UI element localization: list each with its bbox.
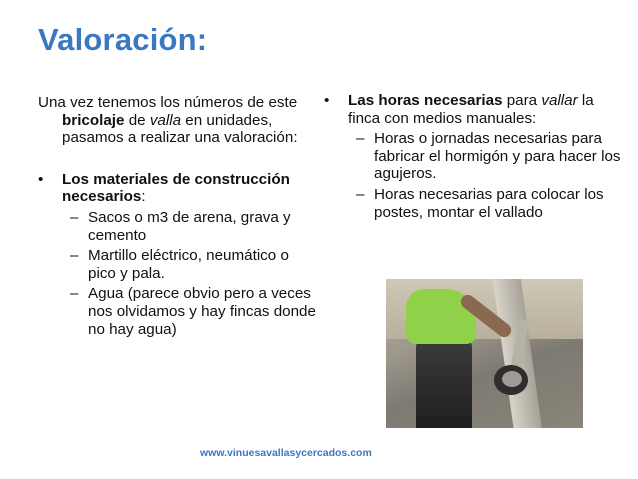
- photo-bucket-content: [502, 371, 522, 387]
- intro-bold-word: bricolaje: [62, 111, 125, 129]
- list-item: [348, 130, 624, 183]
- intro-text-end: en unidades, pasamos a realizar una valoración:: [62, 111, 298, 147]
- intro-italic-word: valla: [149, 111, 182, 129]
- list-item: [62, 285, 320, 338]
- footer-url: www.vinuesavallasycercados.com: [200, 447, 372, 459]
- materials-list: [62, 209, 320, 338]
- hours-italic-word: vallar: [541, 92, 578, 109]
- list-item: [348, 186, 624, 221]
- right-column: [324, 92, 624, 221]
- list-item-text: Agua (parece obvio pero a veces nos olvidamos y hay fincas donde no hay agua): [88, 285, 316, 338]
- photo-worker-legs: [416, 339, 472, 428]
- list-item-text: Martillo eléctrico, neumático o pico y pala.: [88, 247, 289, 282]
- hours-bullet: [324, 92, 624, 127]
- materials-heading-colon: :: [141, 188, 146, 206]
- bullet-icon: •: [38, 170, 44, 188]
- bullet-icon: •: [324, 92, 330, 109]
- list-item: [62, 247, 320, 282]
- dash-icon: –: [70, 208, 79, 226]
- list-item: [62, 209, 320, 244]
- hours-text-end: la finca con medios manuales:: [348, 92, 594, 127]
- intro-text-middle: de: [124, 111, 150, 129]
- list-item-text: Sacos o m3 de arena, grava y cemento: [88, 208, 291, 244]
- dash-icon: –: [70, 285, 79, 303]
- list-item-text: Horas necesarias para colocar los postes, montar el vallado: [374, 185, 604, 221]
- hours-heading: Las horas necesarias: [348, 92, 503, 109]
- hours-list: [348, 130, 624, 221]
- dash-icon: –: [70, 247, 79, 265]
- intro-paragraph: [38, 94, 320, 147]
- list-item-text: Horas o jornadas necesarias para fabricar el hormigón y para hacer los agujeros.: [374, 130, 621, 183]
- dash-icon: –: [356, 185, 365, 203]
- hours-text-middle: para: [502, 92, 542, 109]
- worker-photo: [386, 279, 583, 428]
- page-title: Valoración:: [38, 22, 208, 57]
- left-column: [38, 94, 320, 338]
- materials-bullet: [38, 171, 320, 206]
- dash-icon: –: [356, 130, 365, 148]
- intro-text: Una vez tenemos los números de este: [38, 94, 298, 111]
- materials-heading: Los materiales de construcción necesarios: [62, 170, 290, 206]
